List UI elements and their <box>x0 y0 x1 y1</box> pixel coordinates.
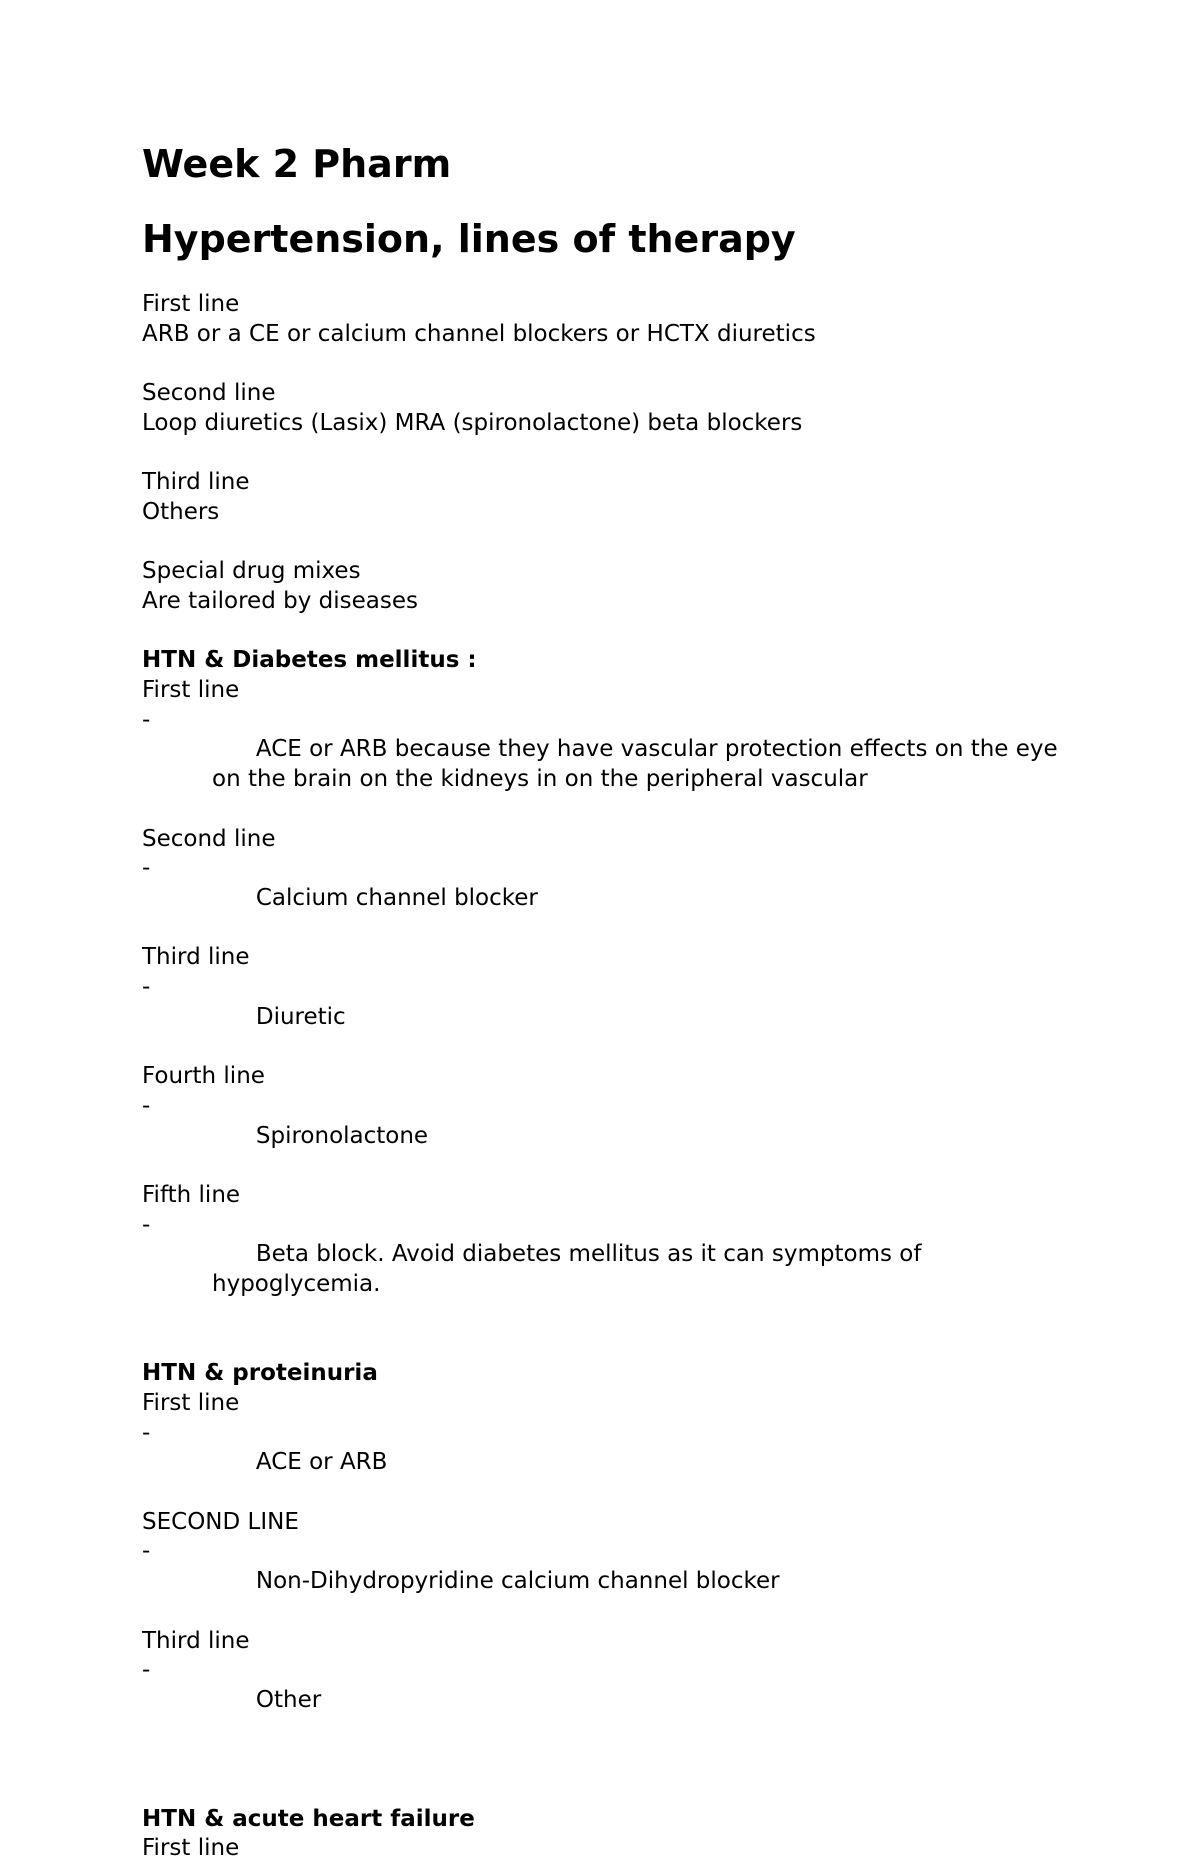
spacer <box>142 1330 1072 1360</box>
diabetes-third-line-item <box>142 973 1072 1062</box>
spacer <box>142 617 1072 647</box>
diabetes-second-line-item-text: Calcium channel blocker <box>255 885 538 911</box>
diabetes-third-line-item-text: Diuretic <box>255 1003 346 1030</box>
diabetes-first-line-item-text: ACE or ARB because they have vascular protection effects on the eye on the brain on the kidneys in on the peripheral vascular <box>212 736 1065 793</box>
heart-failure-first-line-label: First line <box>142 1835 240 1862</box>
special-drug-mixes-text: Are tailored by diseases <box>142 587 418 614</box>
spacer <box>142 1745 1072 1804</box>
spacer <box>142 528 1072 558</box>
diabetes-fifth-line-item <box>142 1211 1072 1330</box>
proteinuria-third-line-item <box>142 1656 1072 1745</box>
diabetes-fifth-line-item-text: Beta block. Avoid diabetes mellitus as it can symptoms of hypoglycemia. <box>212 1241 929 1298</box>
document-content <box>142 141 1072 1864</box>
proteinuria-second-line-label: SECOND LINE <box>142 1508 299 1535</box>
general-first-line-label: First line <box>142 291 240 317</box>
diabetes-second-line-item <box>142 854 1072 943</box>
diabetes-fourth-line-label: Fourth line <box>142 1063 265 1090</box>
document-title: Week 2 Pharm <box>142 142 452 186</box>
general-second-line-label: Second line <box>142 380 276 407</box>
general-third-line-label: Third line <box>142 469 250 496</box>
bullet-dash: - <box>142 1657 151 1684</box>
diabetes-first-line-item <box>142 706 1072 825</box>
spacer <box>142 349 1072 379</box>
section-heading-diabetes: HTN & Diabetes mellitus : <box>142 647 477 674</box>
bullet-dash: - <box>142 706 151 733</box>
special-drug-mixes-label: Special drug mixes <box>142 558 361 585</box>
section-heading-proteinuria: HTN & proteinuria <box>142 1360 378 1387</box>
proteinuria-third-line-label: Third line <box>142 1627 250 1654</box>
proteinuria-first-line-item <box>142 1419 1072 1508</box>
proteinuria-first-line-item-text: ACE or ARB <box>255 1449 388 1476</box>
bullet-dash: - <box>142 1538 151 1565</box>
proteinuria-first-line-label: First line <box>142 1389 240 1416</box>
general-second-line-text: Loop diuretics (Lasix) MRA (spironolactone) beta blockers <box>142 409 803 436</box>
general-first-line-text: ARB or a CE or calcium channel blockers or HCTX diuretics <box>142 320 816 347</box>
bullet-dash: - <box>142 855 151 882</box>
diabetes-first-line-label: First line <box>142 677 240 704</box>
diabetes-second-line-label: Second line <box>142 825 276 852</box>
proteinuria-third-line-item-text: Other <box>255 1686 322 1713</box>
diabetes-third-line-label: Third line <box>142 944 250 971</box>
spacer <box>142 439 1072 469</box>
bullet-dash: - <box>142 1092 151 1119</box>
diabetes-fourth-line-item-text: Spironolactone <box>255 1122 429 1149</box>
bullet-dash: - <box>142 1419 151 1446</box>
bullet-dash: - <box>142 1211 151 1238</box>
general-third-line-text: Others <box>142 498 220 525</box>
proteinuria-second-line-item-text: Non-Dihydropyridine calcium channel blocker <box>255 1568 780 1595</box>
document-subtitle: Hypertension, lines of therapy <box>142 217 796 261</box>
proteinuria-second-line-item <box>142 1537 1072 1626</box>
diabetes-fifth-line-label: Fifth line <box>142 1182 241 1209</box>
section-heading-heart-failure: HTN & acute heart failure <box>142 1805 475 1832</box>
bullet-dash: - <box>142 974 151 1001</box>
diabetes-fourth-line-item <box>142 1092 1072 1181</box>
